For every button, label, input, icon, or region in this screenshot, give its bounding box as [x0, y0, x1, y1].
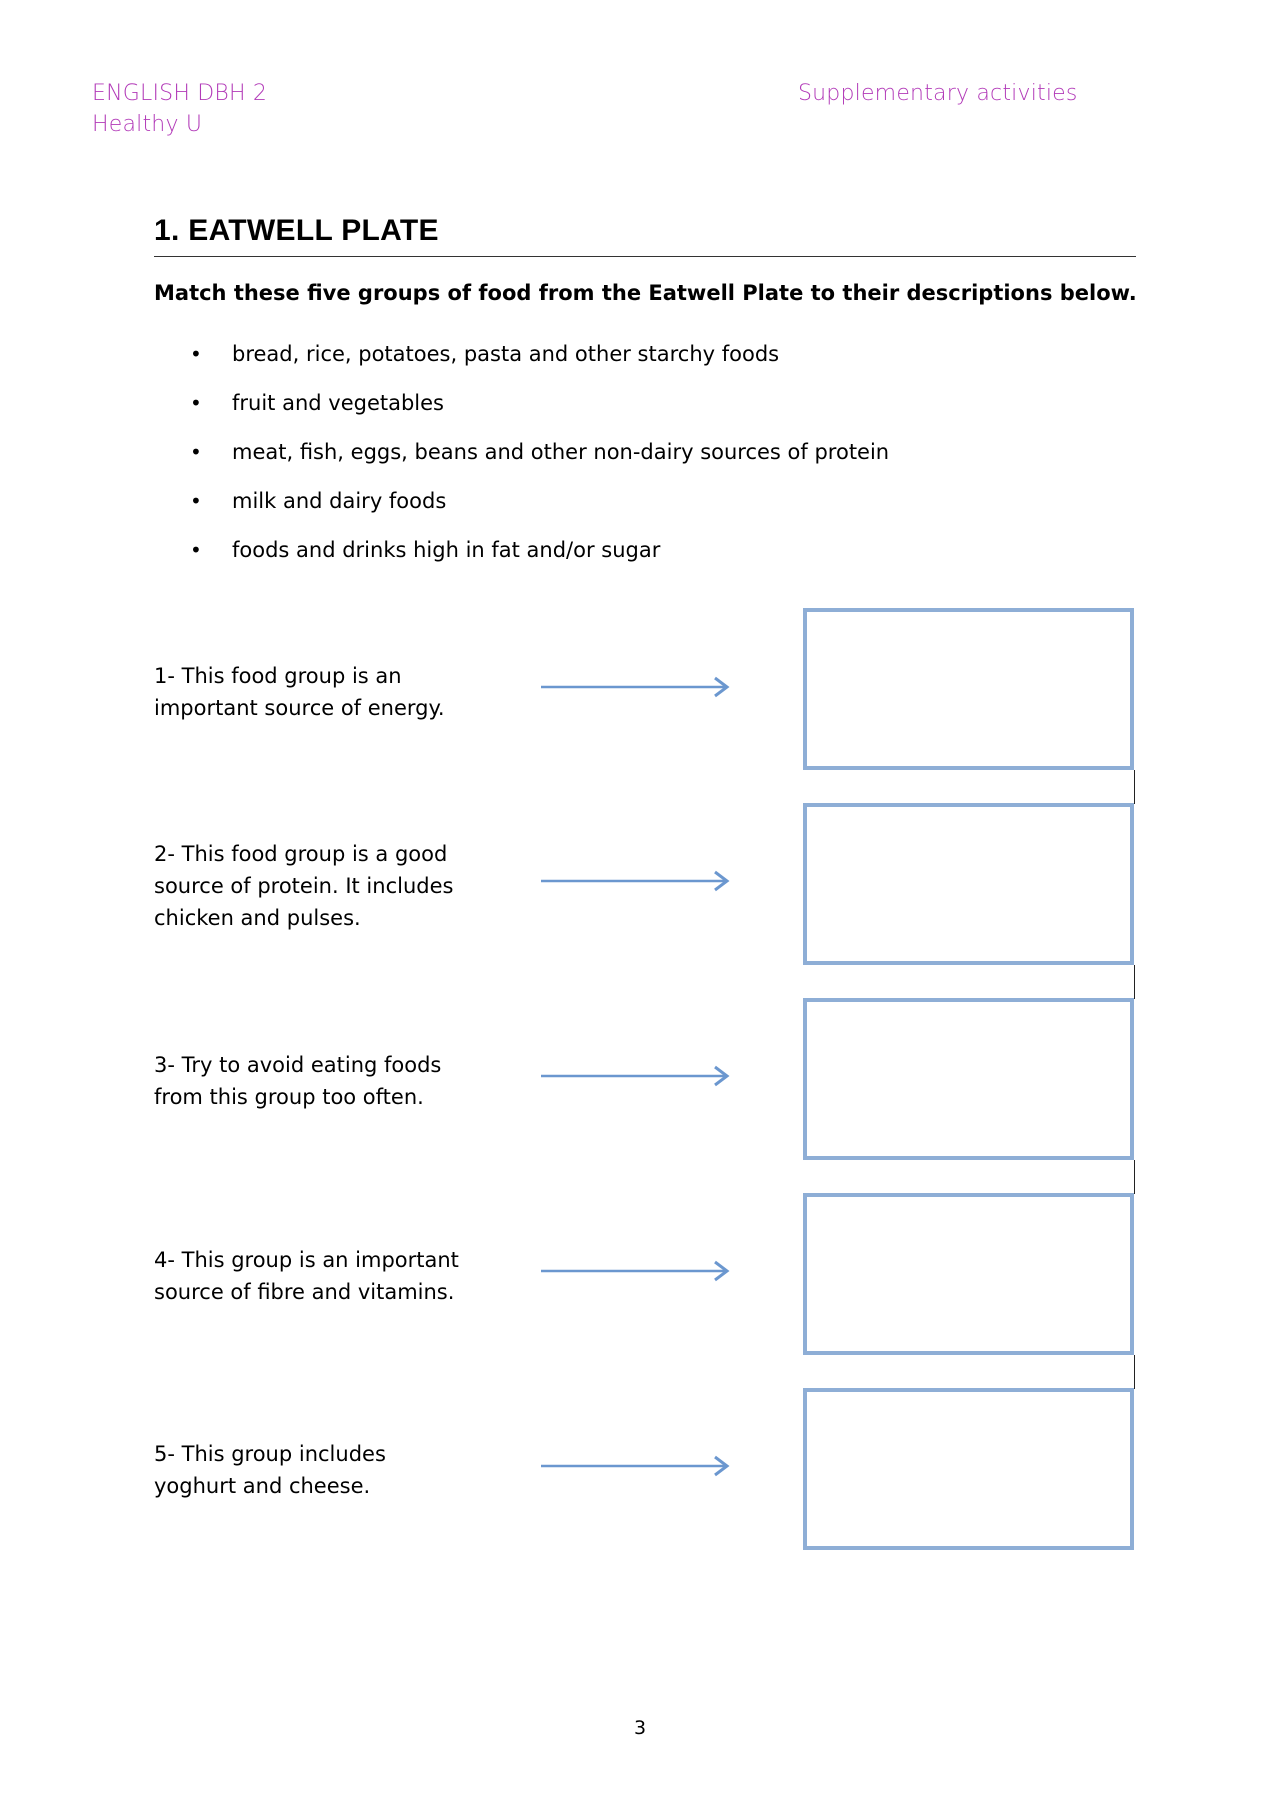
answer-box-1[interactable]	[803, 608, 1134, 770]
food-group-list	[190, 336, 889, 581]
description-3	[154, 1049, 441, 1113]
food-group-text: meat, fish, eggs, beans and other non-dairy sources of protein	[232, 440, 890, 464]
description-line: source of protein. It includes	[154, 874, 454, 898]
description-line: 3- Try to avoid eating foods	[154, 1053, 442, 1077]
header-section-label: Supplementary activities	[798, 81, 1078, 106]
description-4	[154, 1244, 459, 1308]
box-connector	[1134, 1160, 1135, 1194]
answer-box-5[interactable]	[803, 1388, 1134, 1550]
page-number: 3	[633, 1717, 647, 1739]
food-group-text: milk and dairy foods	[232, 489, 447, 513]
description-line: yoghurt and cheese.	[154, 1474, 371, 1498]
description-line: 5- This group includes	[154, 1442, 386, 1466]
box-connector	[1134, 965, 1135, 999]
answer-box-4[interactable]	[803, 1193, 1134, 1355]
food-group-item	[190, 434, 889, 483]
header-course-block	[92, 78, 267, 140]
description-line: important source of energy.	[154, 696, 445, 720]
header-unit: Healthy U	[92, 112, 203, 137]
food-group-item	[190, 483, 889, 532]
description-line: chicken and pulses.	[154, 906, 361, 930]
title-divider	[154, 256, 1136, 257]
description-2	[154, 838, 453, 934]
header-course: ENGLISH DBH 2	[92, 81, 268, 106]
description-line: 1- This food group is an	[154, 664, 402, 688]
description-line: from this group too often.	[154, 1085, 424, 1109]
arrow-right-icon	[541, 1259, 731, 1283]
bullet-dot-icon: •	[190, 342, 202, 366]
arrow-right-icon	[541, 675, 731, 699]
box-connector	[1134, 1355, 1135, 1389]
answer-box-2[interactable]	[803, 803, 1134, 965]
exercise-title: 1. EATWELL PLATE	[154, 214, 439, 247]
description-1	[154, 660, 445, 724]
description-5	[154, 1438, 386, 1502]
description-line: 2- This food group is a good	[154, 842, 448, 866]
description-line: 4- This group is an important	[154, 1248, 459, 1272]
bullet-dot-icon: •	[190, 391, 202, 415]
exercise-instructions: Match these five groups of food from the Eatwell Plate to their descriptions below.	[154, 281, 1137, 305]
food-group-text: foods and drinks high in fat and/or sugar	[232, 538, 661, 562]
bullet-dot-icon: •	[190, 538, 202, 562]
arrow-right-icon	[541, 1454, 731, 1478]
description-line: source of fibre and vitamins.	[154, 1280, 455, 1304]
box-connector	[1134, 770, 1135, 804]
bullet-dot-icon: •	[190, 440, 202, 464]
answer-box-3[interactable]	[803, 998, 1134, 1160]
arrow-right-icon	[541, 1064, 731, 1088]
food-group-item	[190, 532, 889, 581]
food-group-text: bread, rice, potatoes, pasta and other starchy foods	[232, 342, 780, 366]
food-group-text: fruit and vegetables	[232, 391, 444, 415]
arrow-right-icon	[541, 869, 731, 893]
food-group-item	[190, 336, 889, 385]
bullet-dot-icon: •	[190, 489, 202, 513]
food-group-item	[190, 385, 889, 434]
